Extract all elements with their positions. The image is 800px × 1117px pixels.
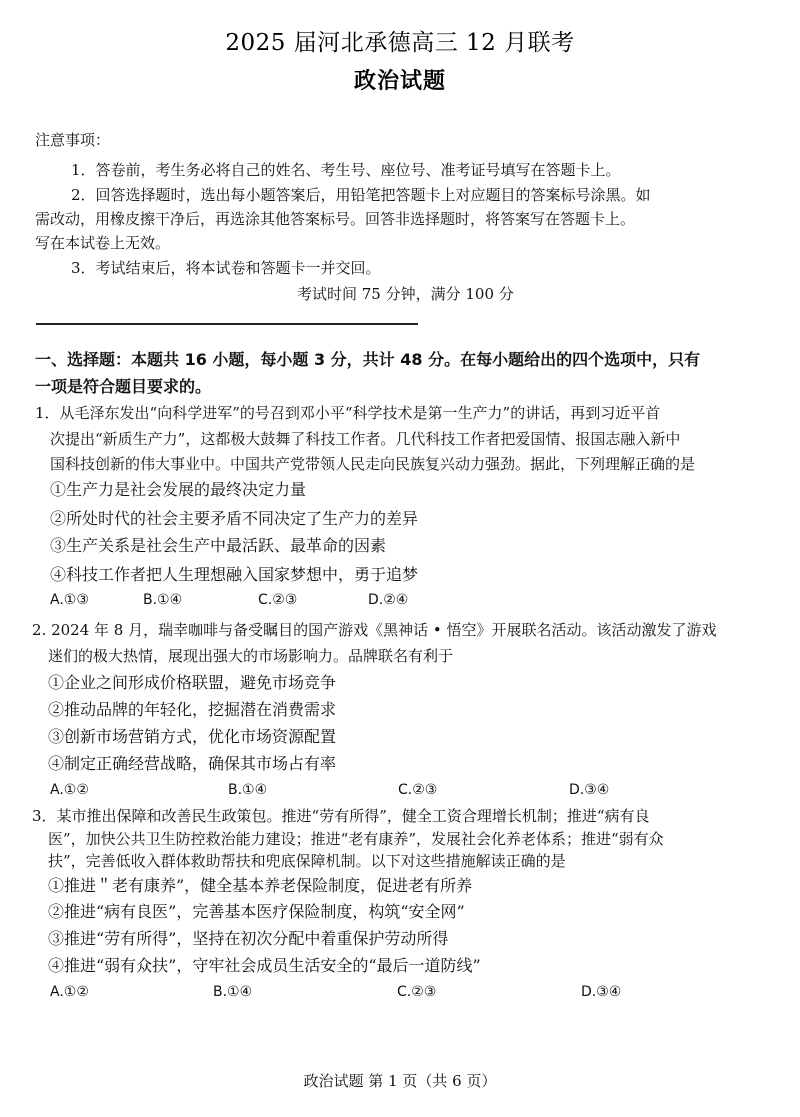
question-1-answer: D.②④ bbox=[368, 592, 409, 608]
question-3-answer: B.①④ bbox=[213, 984, 253, 1000]
subject-title: 政治试题 bbox=[353, 68, 446, 94]
notes-block bbox=[35, 128, 770, 308]
question-2-option: ①企业之间形成价格联盟，避免市场竞争 bbox=[48, 673, 337, 692]
notes-line: 1．答卷前，考生务必将自己的姓名、考生号、座位号、准考证号填写在答题卡上。 bbox=[71, 161, 621, 179]
divider-line bbox=[36, 323, 418, 325]
question-1-option: ④科技工作者把人生理想融入国家梦想中，勇于追梦 bbox=[50, 565, 419, 584]
question-1-answer: A.①③ bbox=[50, 592, 89, 608]
question-1-option: ③生产关系是社会生产中最活跃、最革命的因素 bbox=[50, 536, 387, 555]
question-2-answer: D.③④ bbox=[569, 782, 610, 798]
page-footer: 政治试题 第 1 页（共 6 页） bbox=[303, 1072, 497, 1090]
exam-title: 2025 届河北承德高三 12 月联考 bbox=[225, 30, 575, 56]
notes-line: 写在本试卷上无效。 bbox=[35, 234, 171, 252]
question-3-line: 3．某市推出保障和改善民生政策包。推进“劳有所得”，健全工资合理增长机制；推进“病有良 bbox=[32, 807, 650, 825]
question-2-answer: C.②③ bbox=[398, 782, 438, 798]
question-3-option: ③推进“劳有所得”，坚持在初次分配中着重保护劳动所得 bbox=[48, 929, 449, 948]
notes-line: 2．回答选择题时，选出每小题答案后，用铅笔把答题卡上对应题目的答案标号涂黑。如 bbox=[71, 186, 651, 204]
question-1-line: 1．从毛泽东发出“向科学进军”的号召到邓小平“科学技术是第一生产力”的讲话，再到习近平首 bbox=[35, 404, 661, 422]
question-3-line: 扶”，完善低收入群体救助帮扶和兜底保障机制。以下对这些措施解读正确的是 bbox=[48, 852, 566, 870]
question-3-answer: C.②③ bbox=[397, 984, 437, 1000]
question-2-answer: B.①④ bbox=[228, 782, 268, 798]
question-1-option: ①生产力是社会发展的最终决定力量 bbox=[50, 480, 307, 499]
question-1-answer: C.②③ bbox=[258, 592, 298, 608]
question-3-line: 医”，加快公共卫生防控救治能力建设；推进“老有康养”，发展社会化养老体系；推进“弱有众 bbox=[48, 830, 664, 848]
question-2-answer: A.①② bbox=[50, 782, 89, 798]
notes-line: 3．考试结束后，将本试卷和答题卡一并交回。 bbox=[71, 259, 381, 277]
question-3-option: ①推进＂老有康养”，健全基本养老保险制度，促进老有所养 bbox=[48, 876, 473, 895]
question-2-line: 2. 2024 年 8 月，瑞幸咖啡与备受瞩目的国产游戏《黑神话 • 悟空》开展联名活动。该活动激发了游戏 bbox=[32, 621, 717, 639]
time-info: 考试时间 75 分钟，满分 100 分 bbox=[297, 285, 514, 303]
question-3-option: ②推进“病有良医”，完善基本医疗保险制度，构筑“安全网” bbox=[48, 902, 465, 921]
question-1-line: 国科技创新的伟大事业中。中国共产党带领人民走向民族复兴动力强劲。据此，下列理解正确的是 bbox=[50, 455, 696, 473]
section-line: 一项是符合题目要求的。 bbox=[35, 377, 212, 396]
question-2-option: ②推动品牌的年轻化，挖掘潜在消费需求 bbox=[48, 700, 337, 719]
question-3-answer: A.①② bbox=[50, 984, 89, 1000]
question-1-line: 次提出“新质生产力”，这都极大鼓舞了科技工作者。几代科技工作者把爱国情、报国志融入新中 bbox=[50, 430, 681, 448]
question-1-option: ②所处时代的社会主要矛盾不同决定了生产力的差异 bbox=[50, 509, 419, 528]
question-2-option: ③创新市场营销方式，优化市场资源配置 bbox=[48, 727, 337, 746]
question-3-answer: D.③④ bbox=[581, 984, 622, 1000]
notes-heading: 注意事项： bbox=[35, 131, 111, 149]
notes-line: 需改动，用橡皮擦干净后，再选涂其他答案标号。回答非选择题时，将答案写在答题卡上。 bbox=[35, 210, 636, 228]
question-2-option: ④制定正确经营战略，确保其市场占有率 bbox=[48, 754, 337, 773]
section-heading bbox=[35, 346, 770, 400]
section-line: 一、选择题：本题共 16 小题，每小题 3 分，共计 48 分。在每小题给出的四个选项中，只有 bbox=[35, 350, 701, 369]
question-2-line: 迷们的极大热情，展现出强大的市场影响力。品牌联名有利于 bbox=[48, 647, 454, 665]
question-1-answer: B.①④ bbox=[143, 592, 183, 608]
question-3-option: ④推进“弱有众扶”，守牢社会成员生活安全的“最后一道防线” bbox=[48, 956, 481, 975]
